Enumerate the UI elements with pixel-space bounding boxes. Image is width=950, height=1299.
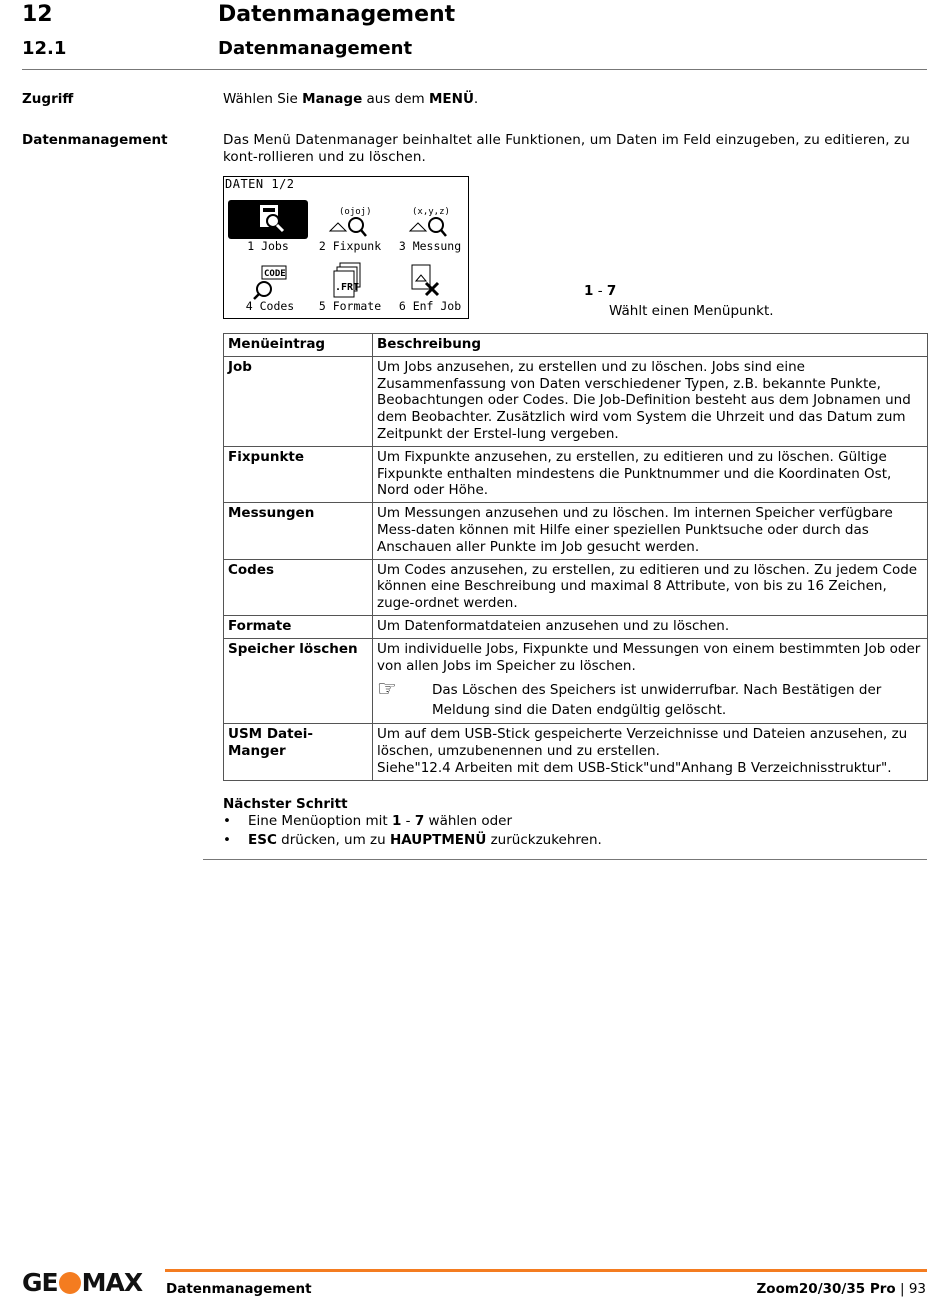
- chapter-title: Datenmanagement: [218, 2, 456, 27]
- logo-globe-icon: [59, 1272, 81, 1294]
- menu-table: [223, 333, 928, 781]
- delete-job-icon[interactable]: [388, 261, 468, 300]
- screen-item-delete-job[interactable]: 6 Enf Job: [398, 299, 462, 313]
- table-desc: Um Datenformatdateien anzusehen und zu löschen.: [373, 615, 928, 638]
- list-item: • Eine Menüoption mit 1 - 7 wählen oder: [223, 813, 512, 829]
- next-step-title: Nächster Schritt: [223, 796, 348, 812]
- table-header-description: Beschreibung: [373, 334, 928, 357]
- screen-item-codes[interactable]: 4 Codes: [245, 299, 295, 313]
- table-key: Speicher löschen: [224, 638, 373, 724]
- device-screen: [223, 176, 469, 319]
- section-title: Datenmanagement: [218, 38, 413, 59]
- table-row: [224, 356, 928, 446]
- table-key: Codes: [224, 559, 373, 615]
- key-range: 1 - 7: [584, 283, 617, 299]
- warning-note: [377, 677, 923, 720]
- next-step-list: [223, 812, 602, 850]
- screen-item-measurements[interactable]: 3 Messung: [398, 239, 462, 253]
- fixpoint-search-icon[interactable]: [308, 203, 388, 239]
- manage-keyword: Manage: [302, 91, 363, 107]
- table-desc: Um auf dem USB-Stick gespeicherte Verzeichnisse und Dateien anzusehen, zu löschen, umzubenennen und zu erstellen.: [377, 726, 908, 760]
- formats-badge: .FRT: [335, 282, 360, 293]
- intro-text: Das Menü Datenmanager beinhaltet alle Funktionen, um Daten im Feld einzugeben, zu editieren, zu kont-rollieren und zu löschen.: [223, 132, 910, 165]
- chapter-number: 12: [22, 2, 53, 27]
- screen-item-jobs[interactable]: 1 Jobs: [247, 239, 289, 253]
- footer-accent-line: [165, 1269, 927, 1272]
- table-key: Job: [224, 356, 373, 446]
- page-number: 93: [908, 1281, 926, 1297]
- footer-chapter: Datenmanagement: [166, 1281, 312, 1297]
- table-desc-cell: [373, 638, 928, 724]
- table-desc: Um Jobs anzusehen, zu erstellen und zu löschen. Jobs sind eine Zusammenfassung von Daten verschiedener Typen, z.B. bekannte Punkte, Beobachtungen oder Codes. Die Job-Definition besteht aus dem Jobnamen und dem Beobachter. Zusätzlich wird vom System die Uhrzeit und das Datum zum Zeitpunkt der Erstel-lung vergeben.: [373, 356, 928, 446]
- measurement-badge: (x,y,z): [412, 207, 450, 217]
- screen-item-fixpoints[interactable]: 2 Fixpunk: [318, 239, 382, 253]
- formats-icon[interactable]: [308, 261, 388, 300]
- table-desc-reference: Siehe"12.4 Arbeiten mit dem USB-Stick"und"Anhang B Verzeichnisstruktur".: [377, 759, 892, 776]
- table-desc: Um Messungen anzusehen und zu löschen. Im internen Speicher verfügbare Mess-daten können mit Hilfe einer speziellen Punktsuche oder durch das Anschauen aller Punkte im Job gesucht werden.: [373, 503, 928, 559]
- screen-title: DATEN 1/2: [225, 177, 295, 191]
- table-header-row: [224, 334, 928, 357]
- table-key: Formate: [224, 615, 373, 638]
- table-key: Messungen: [224, 503, 373, 559]
- table-row: [224, 559, 928, 615]
- codes-badge: CODE: [264, 269, 286, 279]
- table-key: USM Datei-Manger: [224, 724, 373, 780]
- geomax-logo: GE MAX: [22, 1268, 143, 1297]
- header-divider: [22, 69, 927, 70]
- menu-keyword: MENÜ: [429, 91, 474, 107]
- note-text: Das Löschen des Speichers ist unwiderrufbar. Nach Bestätigen der Meldung sind die Daten endgültig gelöscht.: [432, 682, 882, 719]
- intro-label: Datenmanagement: [22, 132, 168, 148]
- pointing-hand-icon: ☞: [377, 677, 397, 703]
- table-row: [224, 638, 928, 724]
- measurement-search-icon[interactable]: [388, 203, 468, 239]
- footer-page-info: [757, 1281, 927, 1297]
- table-row: [224, 503, 928, 559]
- table-desc: Um Fixpunkte anzusehen, zu erstellen, zu editieren und zu löschen. Gültige Fixpunkte enthalten mindestens die Punktnummer und die Koordinaten Ost, Nord oder Höhe.: [373, 446, 928, 502]
- table-desc-cell: [373, 724, 928, 780]
- access-label: Zugriff: [22, 91, 74, 107]
- jobs-icon[interactable]: [228, 200, 308, 239]
- codes-icon[interactable]: [228, 264, 308, 300]
- table-header-entry: Menüeintrag: [224, 334, 373, 357]
- footer-product: Zoom20/30/35 Pro: [756, 1281, 896, 1297]
- table-row: [224, 446, 928, 502]
- footer-separator: |: [899, 1281, 905, 1297]
- table-row: [224, 724, 928, 780]
- table-key: Fixpunkte: [224, 446, 373, 502]
- section-number: 12.1: [22, 38, 67, 59]
- content-end-divider: [203, 859, 927, 860]
- table-desc: Um Codes anzusehen, zu erstellen, zu editieren und zu löschen. Zu jedem Code können eine Beschreibung und maximal 8 Attribute, von bis zu 16 Zeichen, zuge-ordnet werden.: [373, 559, 928, 615]
- table-row: [224, 615, 928, 638]
- table-desc: Um individuelle Jobs, Fixpunkte und Messungen von einem bestimmten Job oder von allen Jobs im Speicher zu löschen.: [377, 640, 921, 674]
- screen-item-formats[interactable]: 5 Formate: [318, 299, 382, 313]
- fixpoint-badge: (ojoj): [339, 207, 372, 217]
- key-description: Wählt einen Menüpunkt.: [609, 303, 774, 319]
- list-item: • ESC drücken, um zu HAUPTMENÜ zurückzukehren.: [223, 832, 602, 848]
- access-text: Wählen Sie Manage aus dem MENÜ.: [223, 91, 479, 107]
